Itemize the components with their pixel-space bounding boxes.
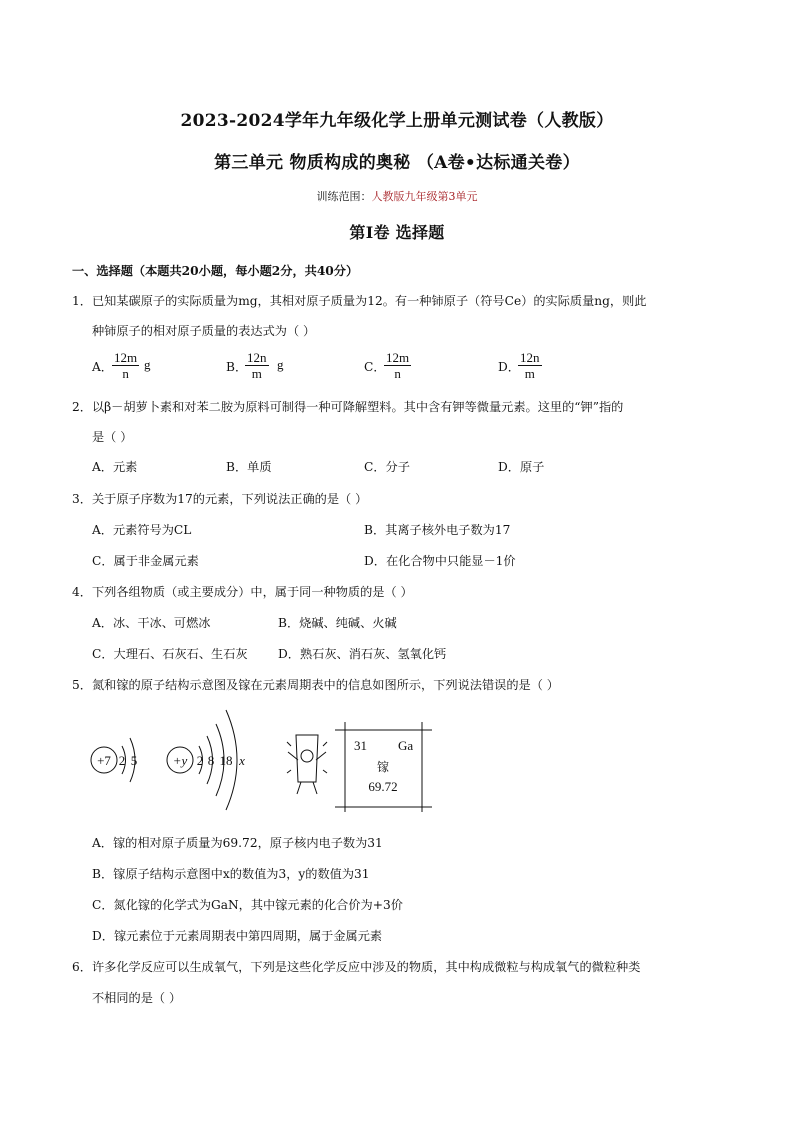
nitrogen-shell-1-count: 2	[118, 753, 126, 768]
section-heading: 一、选择题（本题共20小题，每小题2分，共40分）	[72, 264, 359, 278]
gallium-nucleus-label: +y	[172, 753, 188, 768]
q4-option-b: B．烧碱、纯碱、火碱	[278, 616, 397, 630]
q3-option-a: A．元素符号为CL	[92, 523, 192, 537]
atomic-structure-figure	[82, 700, 442, 820]
unit-subtitle: 第三单元 物质构成的奥秘 （A卷•达标通关卷）	[214, 153, 580, 173]
element-atomic-mass: 69.72	[368, 779, 398, 794]
question-6-line-2: 不相同的是（ ）	[92, 991, 182, 1005]
q3-option-d: D．在化合物中只能显－1价	[364, 554, 516, 568]
part-title: 第Ⅰ卷 选择题	[349, 223, 445, 242]
q1-option-a-fraction	[112, 350, 139, 381]
question-1-line-1: 1．已知某碳原子的实际质量为mg，其相对原子质量为12。有一种铈原子（符号Ce）的实际质量ng，则此	[72, 294, 647, 308]
fraction-numerator: 12m	[114, 350, 138, 365]
q1-option-a-unit: g	[144, 357, 151, 372]
element-atomic-number: 31	[354, 738, 367, 753]
training-scope	[0, 188, 794, 204]
beaker-icon-limbs	[288, 752, 326, 794]
beaker-icon-rays	[287, 742, 327, 773]
question-6-line-1: 6．许多化学反应可以生成氧气，下列是这些化学反应中涉及的物质，其中构成微粒与构成氧气的微粒种类	[72, 960, 641, 974]
gallium-shell-1-count: 2	[196, 753, 204, 768]
q2-option-b: B．单质	[226, 460, 272, 474]
q1-option-d-fraction	[518, 350, 542, 381]
q5-option-c: C．氮化镓的化学式为GaN，其中镓元素的化合价为+3价	[92, 898, 403, 912]
question-3-line-1: 3．关于原子序数为17的元素，下列说法正确的是（ ）	[72, 492, 368, 506]
question-2-line-1: 2．以β－胡萝卜素和对苯二胺为原料可制得一种可降解塑料。其中含有钾等微量元素。这里的“钾”指的	[72, 400, 624, 414]
q2-option-d: D．原子	[498, 460, 545, 474]
fraction-numerator: 12m	[386, 350, 410, 365]
fraction-denominator: m	[251, 366, 262, 381]
gallium-shell-3-count: 18	[219, 753, 233, 768]
q3-option-c: C．属于非金属元素	[92, 554, 199, 568]
q5-option-b: B．镓原子结构示意图中x的数值为3，y的数值为31	[92, 867, 370, 881]
q1-option-b-fraction	[245, 350, 269, 381]
fraction-denominator: n	[122, 366, 129, 381]
fraction-numerator: 12n	[247, 350, 267, 365]
q1-option-d-label: D．	[498, 360, 520, 374]
scope-value: 人教版九年级第3单元	[371, 190, 478, 203]
q2-option-a: A．元素	[92, 460, 138, 474]
question-4-line-1: 4．下列各组物质（或主要成分）中，属于同一种物质的是（ ）	[72, 585, 413, 599]
question-1-line-2: 种铈原子的相对原子质量的表达式为（ ）	[92, 324, 316, 338]
beaker-icon	[296, 735, 318, 782]
exam-title: 2023-2024学年九年级化学上册单元测试卷（人教版）	[180, 111, 614, 131]
q2-option-c: C．分子	[364, 460, 410, 474]
q4-option-c: C．大理石、石灰石、生石灰	[92, 647, 248, 661]
q3-option-b: B．其离子核外电子数为17	[364, 523, 511, 537]
nitrogen-shell-2-count: 5	[130, 753, 138, 768]
element-symbol: Ga	[398, 738, 414, 753]
question-5-line-1: 5．氮和镓的原子结构示意图及镓在元素周期表中的信息如图所示，下列说法错误的是（ ）	[72, 678, 559, 692]
q4-option-a: A．冰、干冰、可燃冰	[92, 616, 211, 630]
beaker-icon-face	[301, 750, 313, 762]
gallium-shell-4-count: x	[239, 753, 245, 768]
q4-option-d: D．熟石灰、消石灰、氢氧化钙	[278, 647, 447, 661]
q1-option-b-label: B．	[226, 360, 248, 374]
nitrogen-nucleus-label: +7	[97, 753, 111, 768]
q1-option-c-fraction	[384, 350, 411, 381]
q5-option-a: A．镓的相对原子质量为69.72，原子核内电子数为31	[92, 836, 383, 850]
q5-option-d: D．镓元素位于元素周期表中第四周期，属于金属元素	[92, 929, 383, 943]
q1-option-c-label: C．	[364, 360, 386, 374]
q1-option-a-label: A．	[92, 360, 113, 374]
fraction-denominator: n	[394, 366, 401, 381]
fraction-numerator: 12n	[520, 350, 540, 365]
element-name: 镓	[376, 760, 390, 774]
question-2-line-2: 是（ ）	[92, 430, 133, 444]
scope-label: 训练范围：	[316, 190, 372, 203]
gallium-shell-2-count: 8	[207, 753, 215, 768]
q1-option-b-unit: g	[277, 357, 284, 372]
fraction-denominator: m	[524, 366, 535, 381]
